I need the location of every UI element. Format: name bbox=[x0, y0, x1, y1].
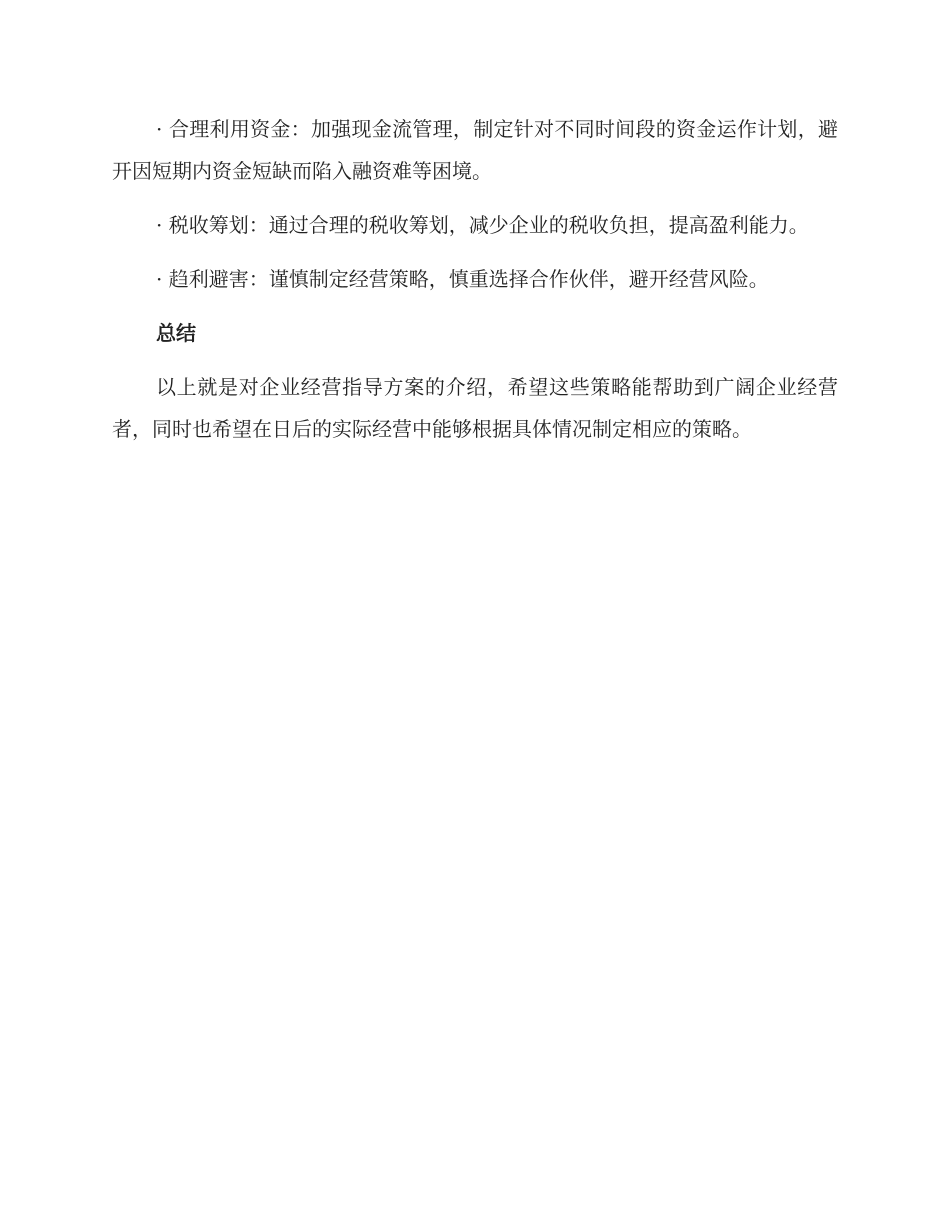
bullet-risk-avoidance: · 趋利避害：谨慎制定经营策略，慎重选择合作伙伴，避开经营风险。 bbox=[156, 267, 769, 291]
bullet-cash-management: · 合理利用资金：加强现金流管理，制定针对不同时间段的资金运作计划，避开因短期内资金短缺而陷入融资难等困境。 bbox=[112, 117, 838, 183]
summary-paragraph: 以上就是对企业经营指导方案的介绍，希望这些策略能帮助到广阔企业经营者，同时也希望在日后的实际经营中能够根据具体情况制定相应的策略。 bbox=[112, 375, 838, 441]
summary-heading: 总结 bbox=[156, 321, 196, 345]
bullet-tax-planning: · 税收筹划：通过合理的税收筹划，减少企业的税收负担，提高盈利能力。 bbox=[156, 213, 809, 237]
document-page bbox=[112, 108, 838, 462]
